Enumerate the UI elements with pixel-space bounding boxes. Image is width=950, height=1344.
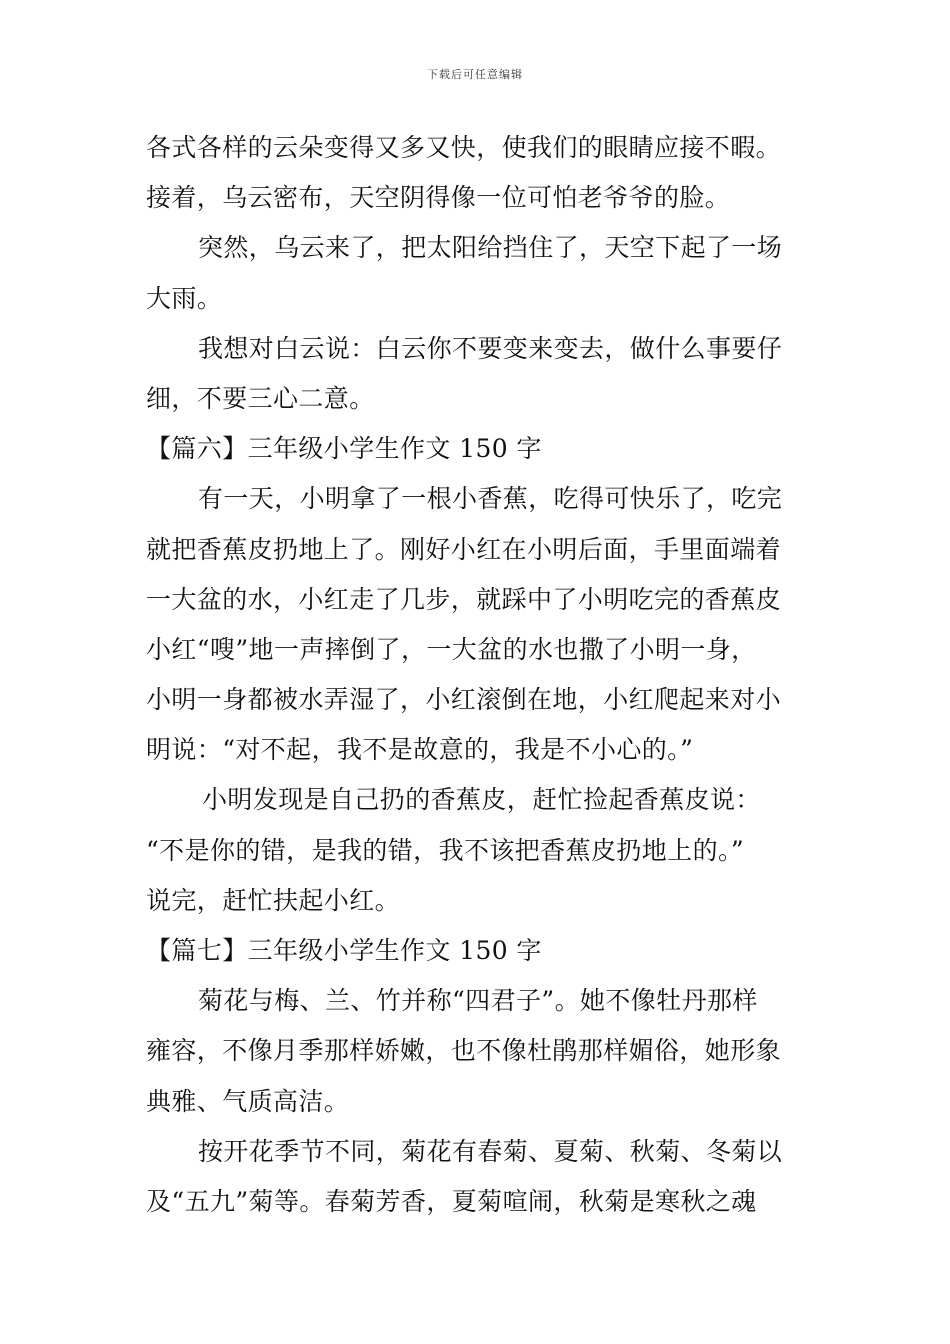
text-line: 典雅、气质高洁。: [146, 1086, 350, 1116]
text-line: 就把香蕉皮扔地上了。刚好小红在小明后面，手里面端着: [146, 534, 782, 564]
text-line: “不是你的错，是我的错，我不该把香蕉皮扔地上的。”: [146, 835, 745, 865]
section-heading-6: 【篇六】三年级小学生作文 150 字: [146, 434, 542, 464]
text-line: 说完，赶忙扶起小红。: [146, 885, 401, 915]
document-body: [146, 130, 806, 1234]
text-line: 雍容，不像月季那样娇嫩，也不像杜鹃那样媚俗，她形象: [146, 1036, 782, 1066]
text-line: 有一天，小明拿了一根小香蕉，吃得可快乐了，吃完: [198, 484, 783, 514]
page-header: 下载后可任意编辑: [427, 68, 523, 81]
text-line: 一大盆的水，小红走了几步，就踩中了小明吃完的香蕉皮: [146, 584, 782, 614]
text-line: 菊花与梅、兰、竹并称“四君子”。她不像牡丹那样: [198, 986, 758, 1016]
text-line: 接着，乌云密布，天空阴得像一位可怕老爷爷的脸。: [146, 183, 731, 213]
text-line: 各式各样的云朵变得又多又快，使我们的眼睛应接不暇。: [146, 133, 782, 162]
text-line: 按开花季节不同，菊花有春菊、夏菊、秋菊、冬菊以: [198, 1136, 783, 1166]
section-heading-7: 【篇七】三年级小学生作文 150 字: [146, 936, 542, 965]
text-line: 突然，乌云来了，把太阳给挡住了，天空下起了一场: [198, 233, 783, 263]
text-line: 及“五九”菊等。春菊芳香，夏菊喧闹，秋菊是寒秋之魂: [146, 1186, 757, 1216]
text-line: 小明发现是自己扔的香蕉皮，赶忙捡起香蕉皮说：: [202, 785, 761, 815]
text-line: 我想对白云说：白云你不要变来变去，做什么事要仔: [198, 333, 783, 363]
text-line: 明说：“对不起，我不是故意的，我是不小心的。”: [146, 735, 694, 765]
text-line: 小明一身都被水弄湿了，小红滚倒在地，小红爬起来对小: [146, 685, 782, 715]
text-line: 大雨。: [146, 283, 223, 313]
text-line: 小红“嗖”地一声摔倒了，一大盆的水也撒了小明一身，: [146, 634, 757, 664]
text-line: 细，不要三心二意。: [146, 383, 375, 413]
